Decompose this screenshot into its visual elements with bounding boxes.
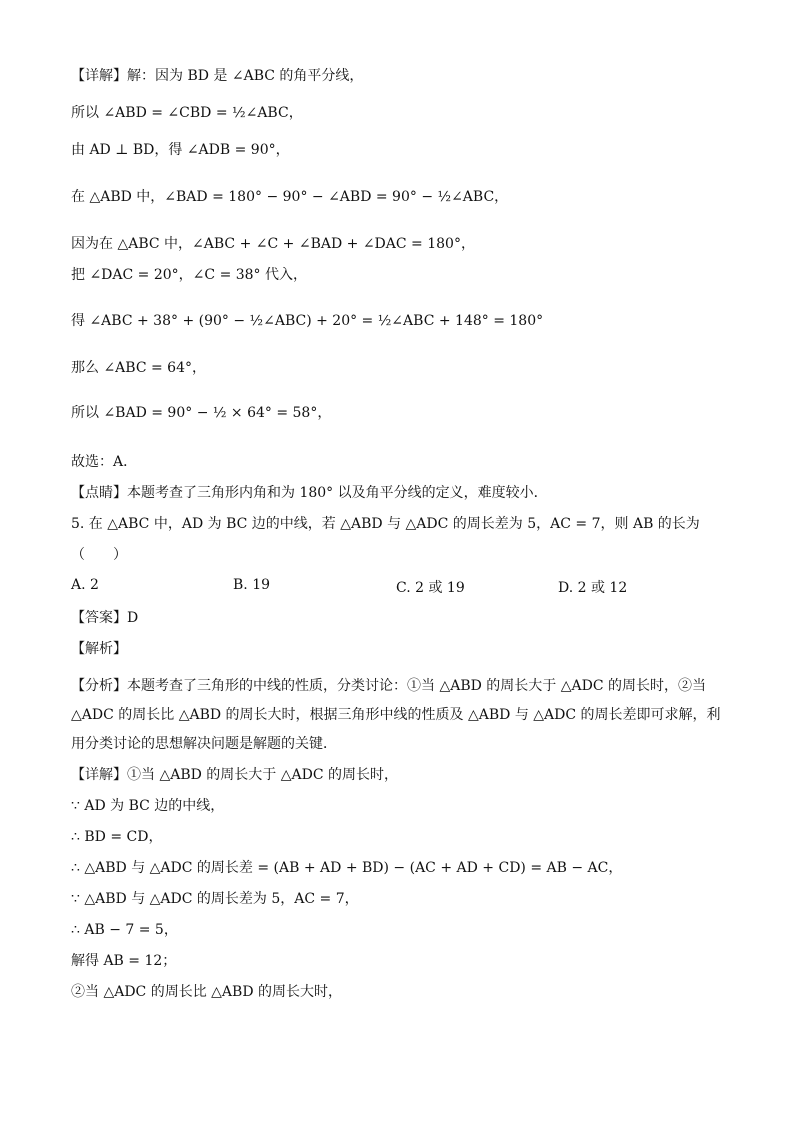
analysis-paragraph: 【分析】本题考查了三角形的中线的性质，分类讨论：①当 △ABD 的周长大于 △ADC 的周长时，②当 △ADC 的周长比 △ABD 的周长大时，根据三角形中线的性质及 △ABD 与 △ADC 的周长差即可求解，利用分类讨论的思想解决问题是解题的关键． — [71, 678, 721, 752]
detail-perimeter-difference: ∴ △ABD 与 △ADC 的周长差 = (AB + AD + BD) − (AC + AD + CD) = AB − AC， — [71, 860, 623, 876]
detail-equation: ∴ AB − 7 = 5， — [71, 922, 178, 938]
solution-step-substitute: 把 ∠DAC = 20°，∠C = 38° 代入， — [71, 267, 308, 283]
choice-d: D. 2 或 12 — [558, 580, 628, 596]
solution-choice: 故选：A． — [71, 454, 138, 470]
solution-step-abc-value: 那么 ∠ABC = 64°， — [71, 360, 206, 376]
solution-step-angle-bisector: 所以 ∠ABD = ∠CBD = ½∠ABC， — [71, 105, 303, 121]
solution-step-bad-value: 所以 ∠BAD = 90° − ½ × 64° = 58°， — [71, 405, 332, 421]
analysis-heading: 【解析】 — [71, 641, 127, 657]
choice-a: A. 2 — [71, 577, 99, 593]
solution-comment: 【点睛】本题考查了三角形内角和为 180° 以及角平分线的定义，难度较小． — [71, 485, 548, 501]
question-5-stem: 5. 在 △ABC 中，AD 为 BC 边的中线，若 △ABD 与 △ADC 的周长差为 5，AC = 7，则 AB 的长为 — [71, 516, 700, 532]
question-5-blank: （ ） — [71, 547, 127, 563]
choice-c: C. 2 或 19 — [396, 580, 465, 596]
question-5-choices — [71, 577, 731, 595]
answer-label: 【答案】D — [71, 610, 139, 626]
detail-given-values: ∵ △ABD 与 △ADC 的周长差为 5，AC = 7， — [71, 891, 359, 907]
detail-bd-cd: ∴ BD = CD， — [71, 829, 163, 845]
detail-median: ∵ AD 为 BC 边的中线， — [71, 798, 225, 814]
solution-detail-intro: 【详解】解：因为 BD 是 ∠ABC 的角平分线， — [71, 68, 364, 84]
choice-b: B. 19 — [233, 577, 271, 593]
detail-solution-ab: 解得 AB = 12； — [71, 953, 177, 969]
solution-step-perpendicular: 由 AD ⊥ BD，得 ∠ADB = 90°， — [71, 142, 290, 158]
solution-step-equation: 得 ∠ABC + 38° + (90° − ½∠ABC) + 20° = ½∠ABC + 148° = 180° — [71, 313, 544, 329]
detail-case-2: ②当 △ADC 的周长比 △ABD 的周长大时， — [71, 984, 343, 1000]
solution-step-triangle-abd: 在 △ABD 中，∠BAD = 180° − 90° − ∠ABD = 90° − ½∠ABC， — [71, 189, 509, 205]
detail-case-1: 【详解】①当 △ABD 的周长大于 △ADC 的周长时， — [71, 767, 399, 783]
solution-step-triangle-abc: 因为在 △ABC 中，∠ABC + ∠C + ∠BAD + ∠DAC = 180°， — [71, 236, 475, 252]
